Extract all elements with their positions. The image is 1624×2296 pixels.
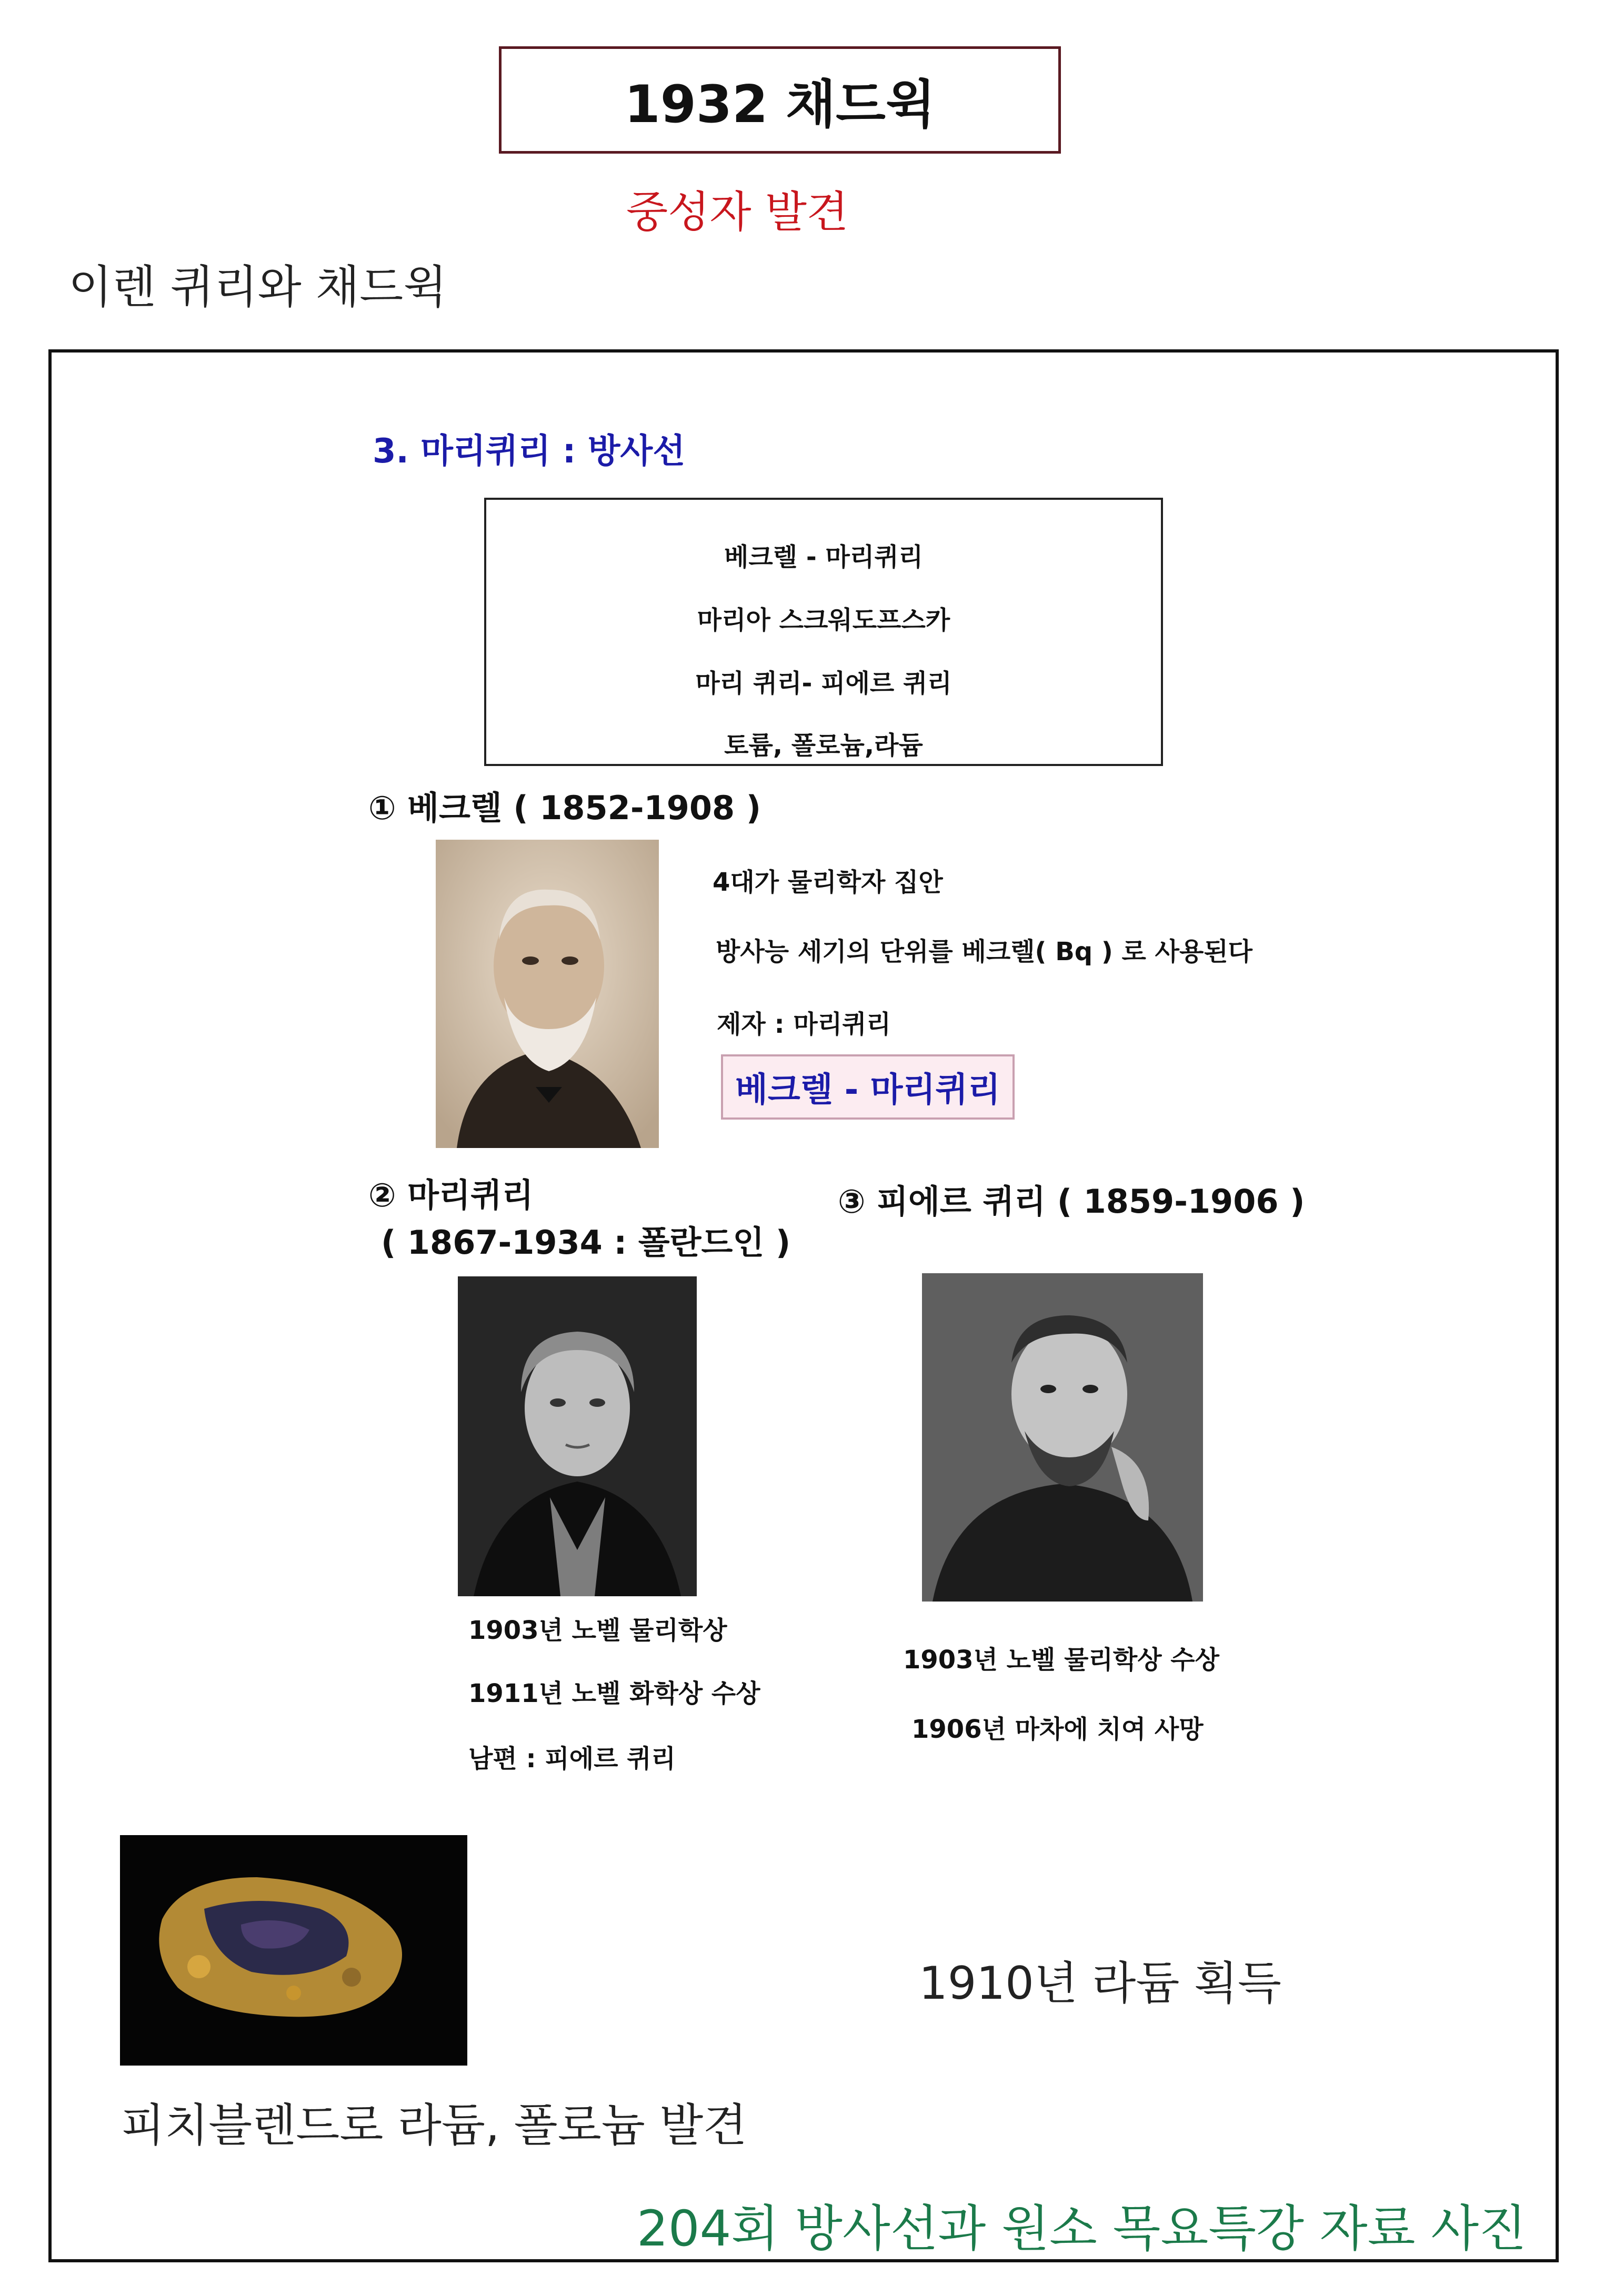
footer-credit: 204회 방사선과 원소 목요특강 자료 사진 [637,2200,1527,2258]
pierre-curie-portrait [922,1273,1203,1602]
marie-fact: 1911년 노벨 화학상 수상 [468,1679,760,1708]
info-line: 마리 퀴리- 피에르 퀴리 [695,669,952,698]
radium-caption: 1910년 라듐 획득 [919,1957,1281,2010]
info-line: 베크렐 - 마리퀴리 [724,542,923,572]
section-title: 3. 마리퀴리 : 방사선 [373,432,686,471]
becquerel-fact: 4대가 물리학자 집안 [713,868,943,897]
pitchblende-caption: 피치블렌드로 라듐, 폴로늄 발견 [121,2099,747,2152]
info-line: 마리아 스크워도프스카 [697,606,950,635]
info-box [484,498,1163,766]
becquerel-fact: 제자 : 마리퀴리 [717,1010,891,1039]
becquerel-portrait [436,840,659,1148]
heading: 이렌 퀴리와 채드윅 [68,261,447,314]
marie-fact: 1903년 노벨 물리학상 [468,1616,727,1645]
subtitle: 중성자 발견 [626,187,849,237]
pierre-heading: ③ 피에르 퀴리 ( 1859-1906 ) [838,1182,1305,1221]
pierre-fact: 1903년 노벨 물리학상 수상 [903,1645,1220,1675]
info-line: 토륨, 폴로늄,라듐 [724,731,923,760]
page-title: 1932 채드윅 [624,74,936,135]
marie-heading: ② 마리퀴리 [368,1176,534,1214]
pitchblende-photo [120,1835,467,2066]
becquerel-callout: 베크렐 - 마리퀴리 [721,1054,1015,1120]
marie-heading-years: ( 1867-1934 : 폴란드인 ) [381,1223,791,1262]
title-box [499,46,1061,154]
becquerel-fact: 방사능 세기의 단위를 베크렐( Bq ) 로 사용된다 [716,937,1253,966]
pierre-fact: 1906년 마차에 치여 사망 [911,1715,1204,1744]
becquerel-heading: ① 베크렐 ( 1852-1908 ) [368,789,761,827]
marie-curie-portrait [458,1276,697,1596]
marie-fact: 남편 : 피에르 퀴리 [468,1744,676,1774]
